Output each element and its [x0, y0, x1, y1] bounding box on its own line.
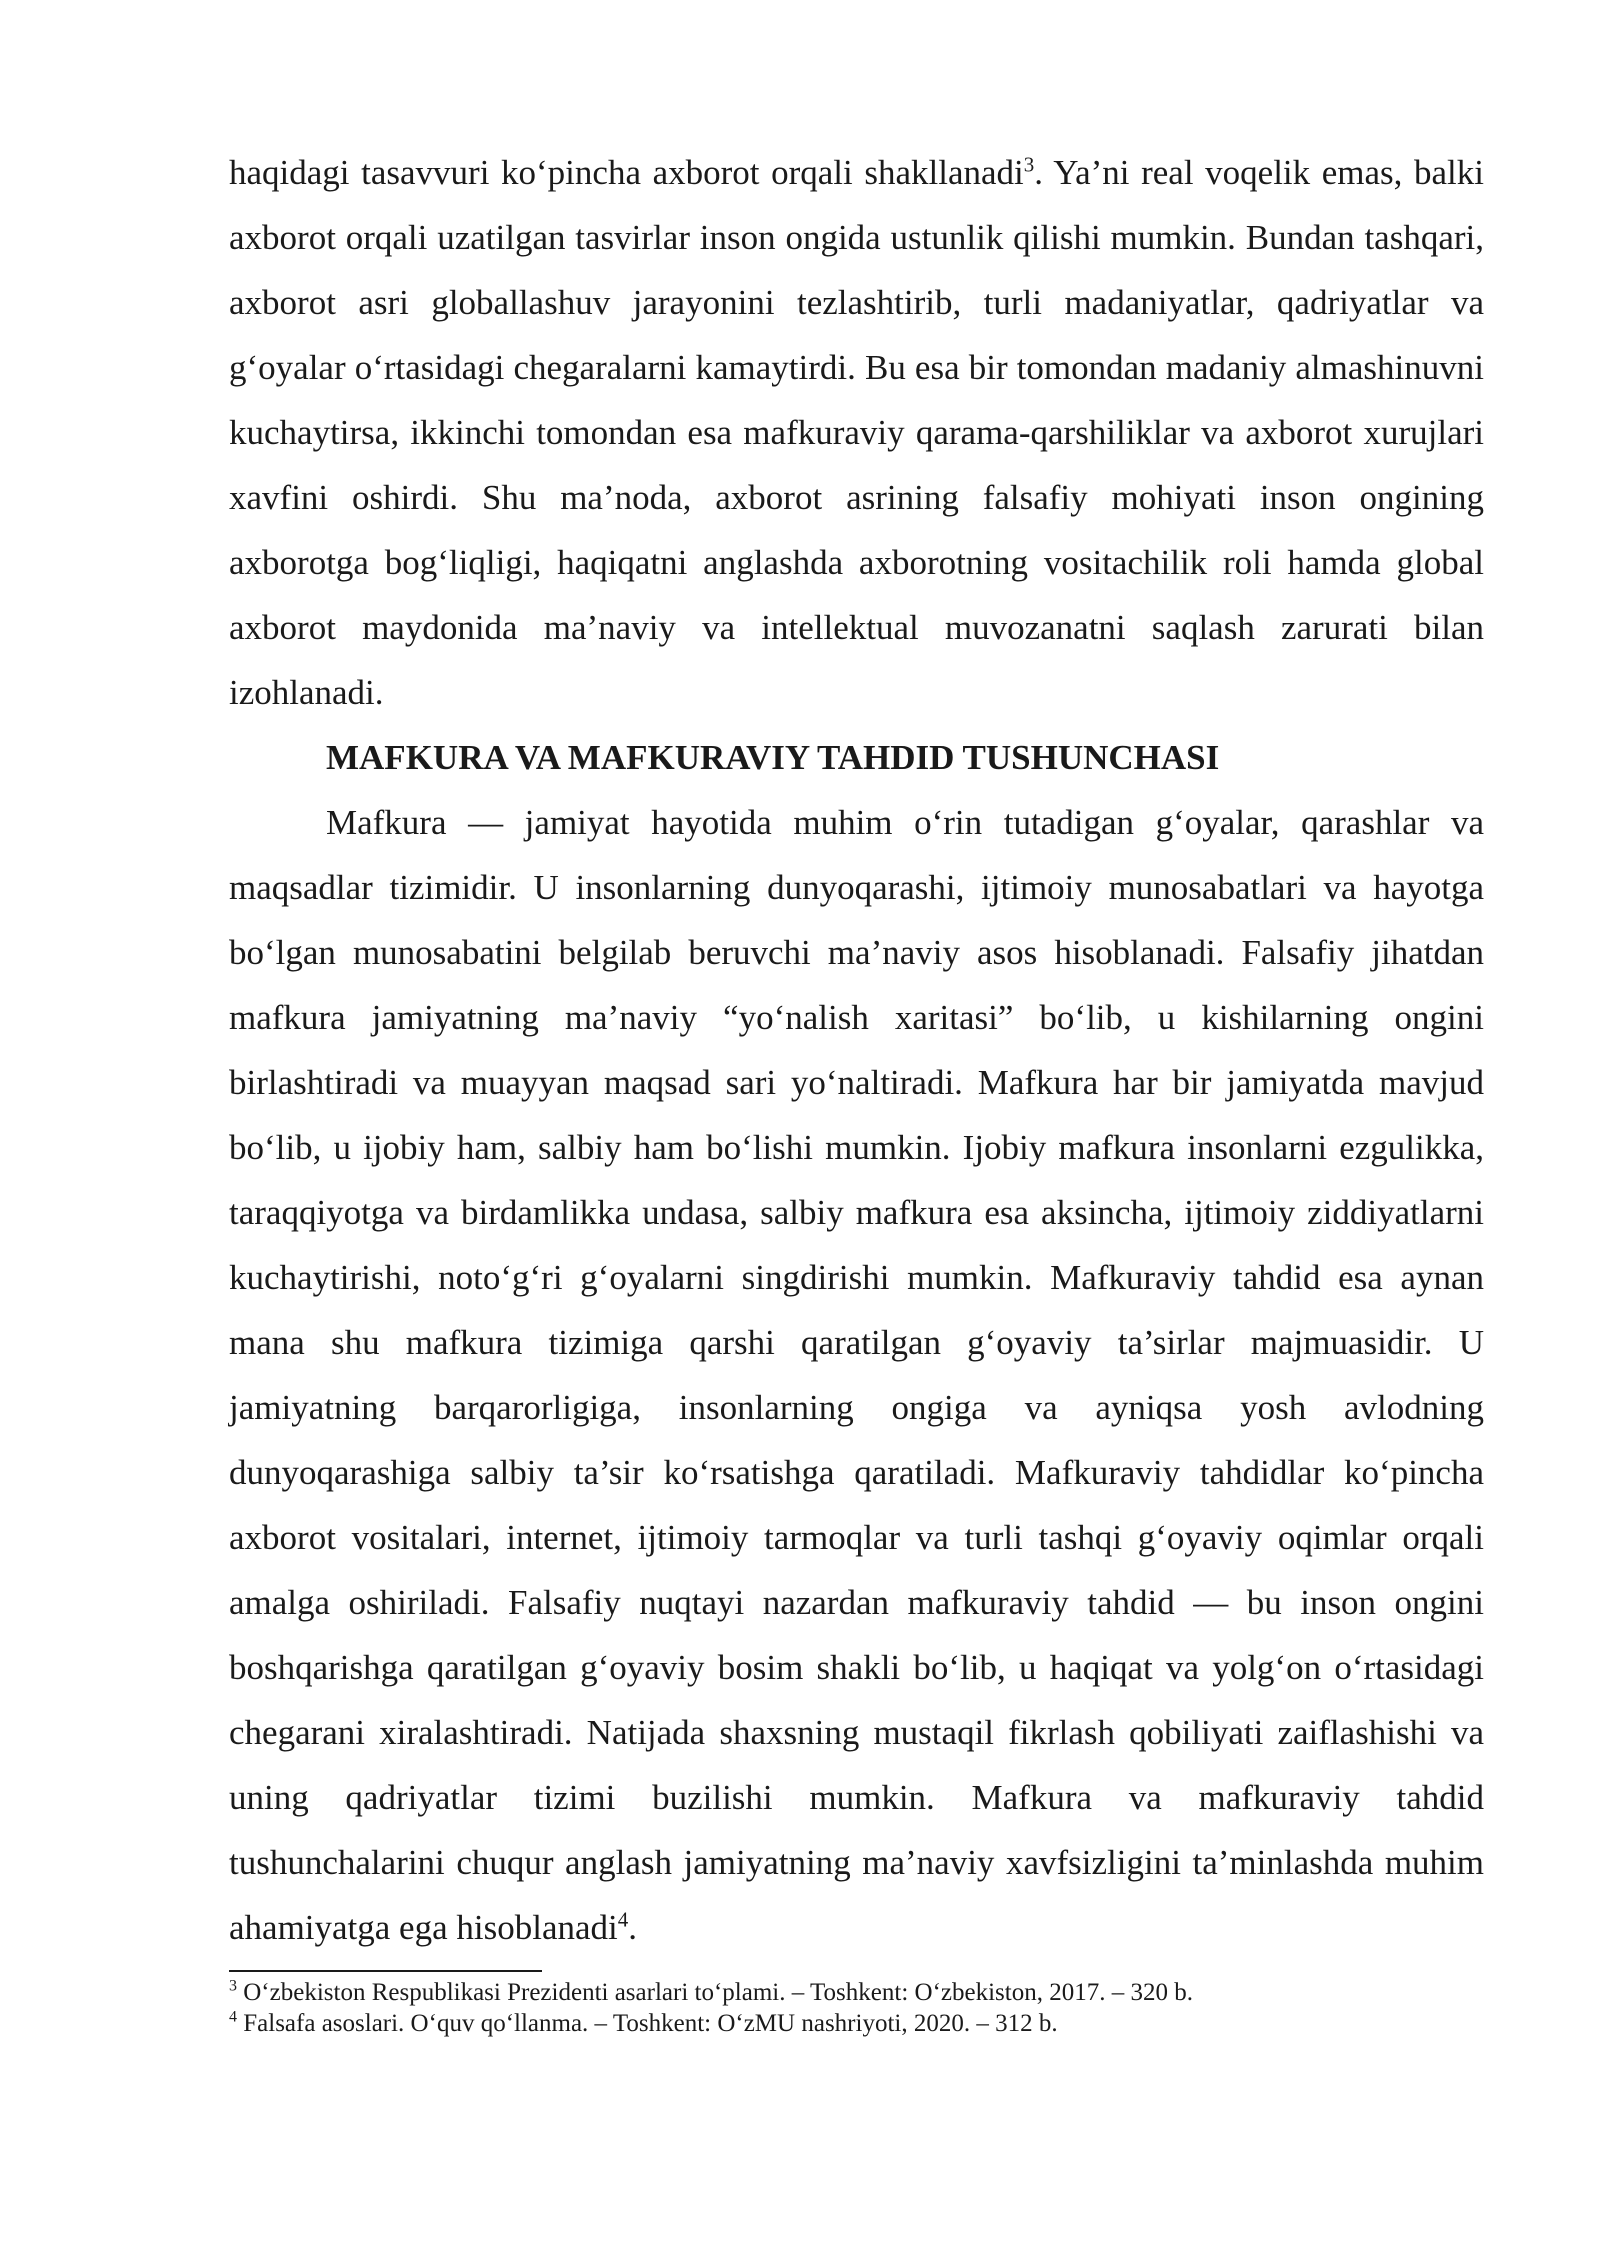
main-text-end: .: [628, 1908, 637, 1947]
footnote-3: [229, 1977, 1484, 2008]
footnote-marker: 4: [229, 2008, 237, 2026]
footnote-marker: 3: [229, 1977, 237, 1995]
footnote-ref-3[interactable]: 3: [1023, 152, 1035, 177]
intro-text-start: haqidagi tasavvuri ko‘pincha axborot orqali shakllanadi: [229, 153, 1024, 192]
footnote-separator: [229, 1970, 542, 1972]
footnote-ref-4[interactable]: 4: [617, 1907, 629, 1932]
document-page: [229, 140, 1484, 2039]
intro-text-end: . Ya’ni real voqelik emas, balki axborot orqali uzatilgan tasvirlar inson ongida ustunlik qilishi mumkin. Bundan tashqari, axborot asri globallashuv jarayonini tezlashtirib, turli madaniyatlar, qadriyatlar va g‘oyalar o‘rtasidagi chegaralarni kamaytirdi. Bu esa bir tomondan madaniy almashinuvni kuchaytirsa, ikkinchi tomondan esa mafkuraviy qarama-qarshiliklar va axborot xurujlari xavfini oshirdi. Shu ma’noda, axborot asrining falsafiy mohiyati inson ongining axborotga bog‘liqligi, haqiqatni anglashda axborotning vositachilik roli hamda global axborot maydonida ma’naviy va intellektual muvozanatni saqlash zarurati bilan izohlanadi.: [229, 153, 1484, 712]
main-text: Mafkura — jamiyat hayotida muhim o‘rin tutadigan g‘oyalar, qarashlar va maqsadlar tizimidir. U insonlarning dunyoqarashi, ijtimoiy munosabatlari va hayotga bo‘lgan munosabatini belgilab beruvchi ma’naviy asos hisoblanadi. Falsafiy jihatdan mafkura jamiyatning ma’naviy “yo‘nalish xaritasi” bo‘lib, u kishilarning ongini birlashtiradi va muayyan maqsad sari yo‘naltiradi. Mafkura har bir jamiyatda mavjud bo‘lib, u ijobiy ham, salbiy ham bo‘lishi mumkin. Ijobiy mafkura insonlarni ezgulikka, taraqqiyotga va birdamlikka undasa, salbiy mafkura esa aksincha, ijtimoiy ziddiyatlarni kuchaytirishi, noto‘g‘ri g‘oyalarni singdirishi mumkin. Mafkuraviy tahdid esa aynan mana shu mafkura tizimiga qarshi qaratilgan g‘oyaviy ta’sirlar majmuasidir. U jamiyatning barqarorligiga, insonlarning ongiga va ayniqsa yosh avlodning dunyoqarashiga salbiy ta’sir ko‘rsatishga qaratiladi. Mafkuraviy tahdidlar ko‘pincha axborot vositalari, internet, ijtimoiy tarmoqlar va turli tashqi g‘oyaviy oqimlar orqali amalga oshiriladi. Falsafiy nuqtayi nazardan mafkuraviy tahdid — bu inson ongini boshqarishga qaratilgan g‘oyaviy bosim shakli bo‘lib, u haqiqat va yolg‘on o‘rtasidagi chegarani xiralashtiradi. Natijada shaxsning mustaqil fikrlash qobiliyati zaiflashishi va uning qadriyatlar tizimi buzilishi mumkin. Mafkura va mafkuraviy tahdid tushunchalarini chuqur anglash jamiyatning ma’naviy xavfsizligini ta’minlashda muhim ahamiyatga ega hisoblanadi: [229, 803, 1484, 1947]
footnote-4: [229, 2008, 1484, 2039]
section-heading: MAFKURA VA MAFKURAVIY TAHDID TUSHUNCHASI: [326, 738, 1220, 777]
footnote-text: O‘zbekiston Respublikasi Prezidenti asarlari to‘plami. – Toshkent: O‘zbekiston, 2017. – 320 b.: [237, 1979, 1193, 2006]
intro-paragraph: [229, 140, 1484, 725]
footnote-text: Falsafa asoslari. O‘quv qo‘llanma. – Toshkent: O‘zMU nashriyoti, 2020. – 312 b.: [237, 2010, 1058, 2037]
main-paragraph: [229, 790, 1484, 1960]
